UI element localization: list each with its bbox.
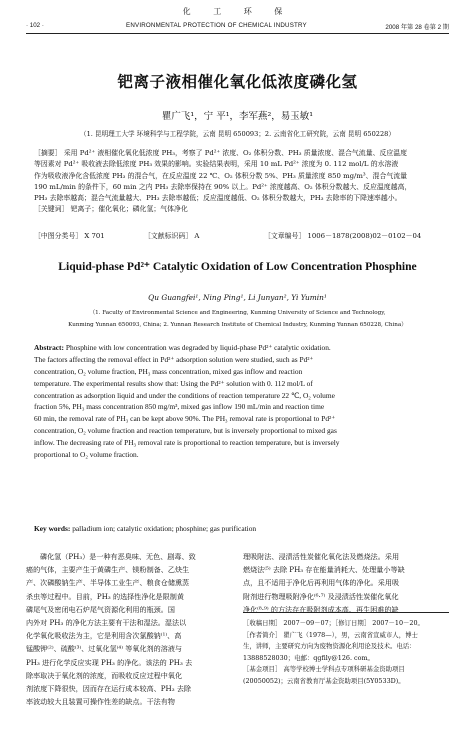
authors-zh: 瞿广飞¹，宁 平¹，李军燕²，易玉敏¹	[161, 111, 314, 122]
footnote-line: 13888528030；电邮：qgfily@126. com。	[243, 653, 374, 662]
body-line: 剂浓度下降很快，因而存在运行成本较高、PH₃ 去除	[26, 683, 192, 693]
header-rule	[26, 33, 449, 34]
body-line: 率波动较大且装置可操作性差的缺点。干法有物	[26, 697, 175, 707]
abstract-zh-line: 等因素对 Pd²⁺ 吸收液去除低浓度 PH₃ 效果的影响。实验结果表明，采用 10 mL Pd²⁺ 浓度为 0. 112 mol/L 的水溶液	[34, 160, 399, 169]
body-line: 产、次磷酸钠生产、半导体工业生产、粮食仓储熏蒸	[26, 578, 190, 588]
abstract-zh-line: PH₃ 去除率越高；混合气流量越大、PH₃ 去除率越低；反应温度越低、O₂ 体积分数越大，PH₃ 去除率的下降速率越小。	[34, 194, 402, 203]
abstract-en-line: fraction 5%, PH₃ mass concentration 850 mg/m³, mixed gas inflow 190 mL/min and reaction time	[34, 402, 325, 412]
journal-name-en: ENVIRONMENTAL PROTECTION OF CHEMICAL INDUSTRY	[126, 22, 307, 29]
abstract-zh-line: ［摘要］ 采用 Pd²⁺ 液相催化氧化低浓度 PH₃，考察了 Pd²⁺ 浓度、O₂ 体积分数、PH₃ 质量浓度、混合气流量、反应温度	[34, 149, 408, 157]
abstract-zh	[34, 148, 444, 216]
footnote-line: ［收稿日期］ 2007－09－07；［修订日期］ 2007－10－20。	[243, 619, 424, 627]
body-line: 附剂进行物理吸附净化⁽⁶·⁷⁾ 及浸渍活性炭催化氧化	[243, 591, 399, 601]
abstract-en-line: Abstract: Phosphine with low concentration was degraded by liquid-phase Pd²⁺ catalytic oxidation.	[34, 343, 331, 352]
article-title-en: Liquid-phase Pd²⁺ Catalytic Oxidation of Low Concentration Phosphine	[58, 260, 417, 273]
footnote-line: (20050052)；云南省教育厅基金资助项目(5Y0533D)。	[243, 676, 405, 685]
abstract-en-line: The factors affecting the removal effect in Pd²⁺ adsorption solution were studied, such as Pd²⁺	[34, 354, 314, 364]
body-column-right	[243, 550, 453, 616]
keywords-en-label: Key words:	[34, 524, 71, 533]
footnote-line: ［基金项目］ 高等学校博士学科点专项科研基金资助项目	[243, 665, 405, 674]
article-number: ［文章编号］ 1006－1878(2008)02－0102－04	[264, 232, 422, 240]
body-line: 化学氧化吸收法为主，它是利用含次氯酸钠⁽¹⁾、高	[26, 631, 182, 641]
body-line: 内外对 PH₃ 的净化方法主要有干法和湿法。湿法以	[26, 617, 187, 627]
abstract-en-line: concentration, O₂ volume fraction, PH₃ mass concentration, mixed gas inflow and reaction	[34, 366, 303, 376]
footnote-rule	[243, 612, 449, 613]
article-title-zh: 钯离子液相催化氧化低浓度磷化氢	[117, 73, 358, 91]
body-line: 磷化氢（PH₃）是一种有恶臭味、无色、剧毒、致	[40, 552, 196, 561]
abstract-en-line: temperature. The experimental results show that: Using the Pd²⁺ solution with 0. 112 mol/L of	[34, 378, 313, 388]
keywords-en	[34, 524, 444, 533]
clc-number: ［中图分类号］ X 701	[34, 232, 105, 240]
body-line: 净化⁽⁸·⁹⁾ 的方法存在吸附剂成本高、再生困难的缺	[243, 604, 399, 614]
authors-en: Qu Guangfei¹, Ning Ping¹, Li Junyan², Yi Yumin¹	[148, 293, 327, 302]
footnote	[243, 618, 449, 688]
document-code: ［文献标识码］ A	[144, 232, 200, 240]
affiliation-en-line: （1. Faculty of Environmental Science and Engineering, Kunming University of Science and Technology,	[89, 310, 386, 316]
body-line: 癌的气体，主要产生于黄磷生产、镁粉制备、乙炔生	[26, 565, 190, 575]
abstract-zh-line: 作为吸收液净化含低浓度 PH₃ 的混合气，在反应温度 22 ℃、O₂ 体积分数 5%、PH₃ 质量浓度 850 mg/m³、混合气流量	[34, 171, 408, 180]
body-line: 燃烧法⁽⁵⁾ 去除 PH₃ 存在能量消耗大、处理量小等缺	[243, 565, 405, 575]
affiliation-en-line: Kunming Yunnan 650093, China; 2. Yunnan Research Institute of Chemical Industry, Kunming Yunnan 650228, China）	[68, 322, 407, 328]
keywords-zh: ［关键词］ 钯离子；催化氧化；磷化氢；气体净化	[34, 205, 188, 214]
body-line: 锰酸钾⁽²⁾、硫酸⁽³⁾、过氧化氢⁽⁴⁾ 等氧化剂的溶液与	[26, 644, 183, 654]
volume-info: 2008 年第 28 卷第 2 期	[385, 24, 449, 31]
abstract-zh-line: 190 mL/min 的条件下，60 min 之内 PH₃ 去除率保持在 90% 以上。Pd²⁺ 浓度越高、O₂ 体积分数越大、反应温度越高，	[34, 182, 412, 191]
abstract-en-label: Abstract:	[34, 343, 64, 352]
journal-name-zh: 化 工 环 保	[182, 7, 293, 16]
affiliation-zh: （1. 昆明理工大学 环境科学与工程学院，云南 昆明 650093；2. 云南省化工研究院，云南 昆明 650228）	[80, 130, 395, 138]
body-line: 杀虫等过程中。目前，PH₃ 的选择性净化是限制黄	[26, 591, 184, 601]
body-line: PH₃ 进行化学反应实现 PH₃ 的净化。该法的 PH₃ 去	[26, 657, 193, 667]
abstract-en-line: inflow. The decreasing rate of PH₃ removal rate is proportional to reaction temperature, but is inversely	[34, 438, 340, 448]
body-line: 理吸附法、浸渍活性炭催化氧化法及燃烧法。采用	[243, 552, 400, 561]
body-line: 磷尾气及密闭电石炉尾气资源化利用的瓶颈。国	[26, 604, 175, 614]
abstract-en-line: 60 min, the removal rate of PH₃ can be kept above 90%. The PH₃ removal rate is proportional to Pd²⁺	[34, 414, 336, 424]
abstract-en	[34, 342, 444, 461]
abstract-en-line: concentration, O₂ volume fraction and reaction temperature, but is inversely proportional to mixed gas	[34, 426, 337, 436]
body-line: 点，且不适用于净化后再利用气体的净化。采用吸	[243, 578, 400, 588]
abstract-en-line: proportional to O₂ volume fraction.	[34, 450, 139, 460]
keywords-en-text: palladium ion; catalytic oxidation; phosphine; gas purification	[72, 524, 257, 533]
footnote-line: 生，讲师，主要研究方向为废物资源化利用论及技术。电话：	[243, 642, 416, 651]
classification-row	[34, 230, 444, 242]
page-number: · 102 ·	[26, 22, 44, 29]
body-column-left	[26, 550, 236, 708]
abstract-en-line: concentration as adsorption liquid and under the conditions of reaction temperature 22 ℃, O₂ volume	[34, 390, 335, 400]
footnote-line: ［作者简介］ 瞿广飞（1978—），男，云南省宣威市人，博士	[243, 630, 418, 639]
body-line: 除率取决于氧化剂的浓度，而吸收反应过程中氧化	[26, 670, 183, 680]
